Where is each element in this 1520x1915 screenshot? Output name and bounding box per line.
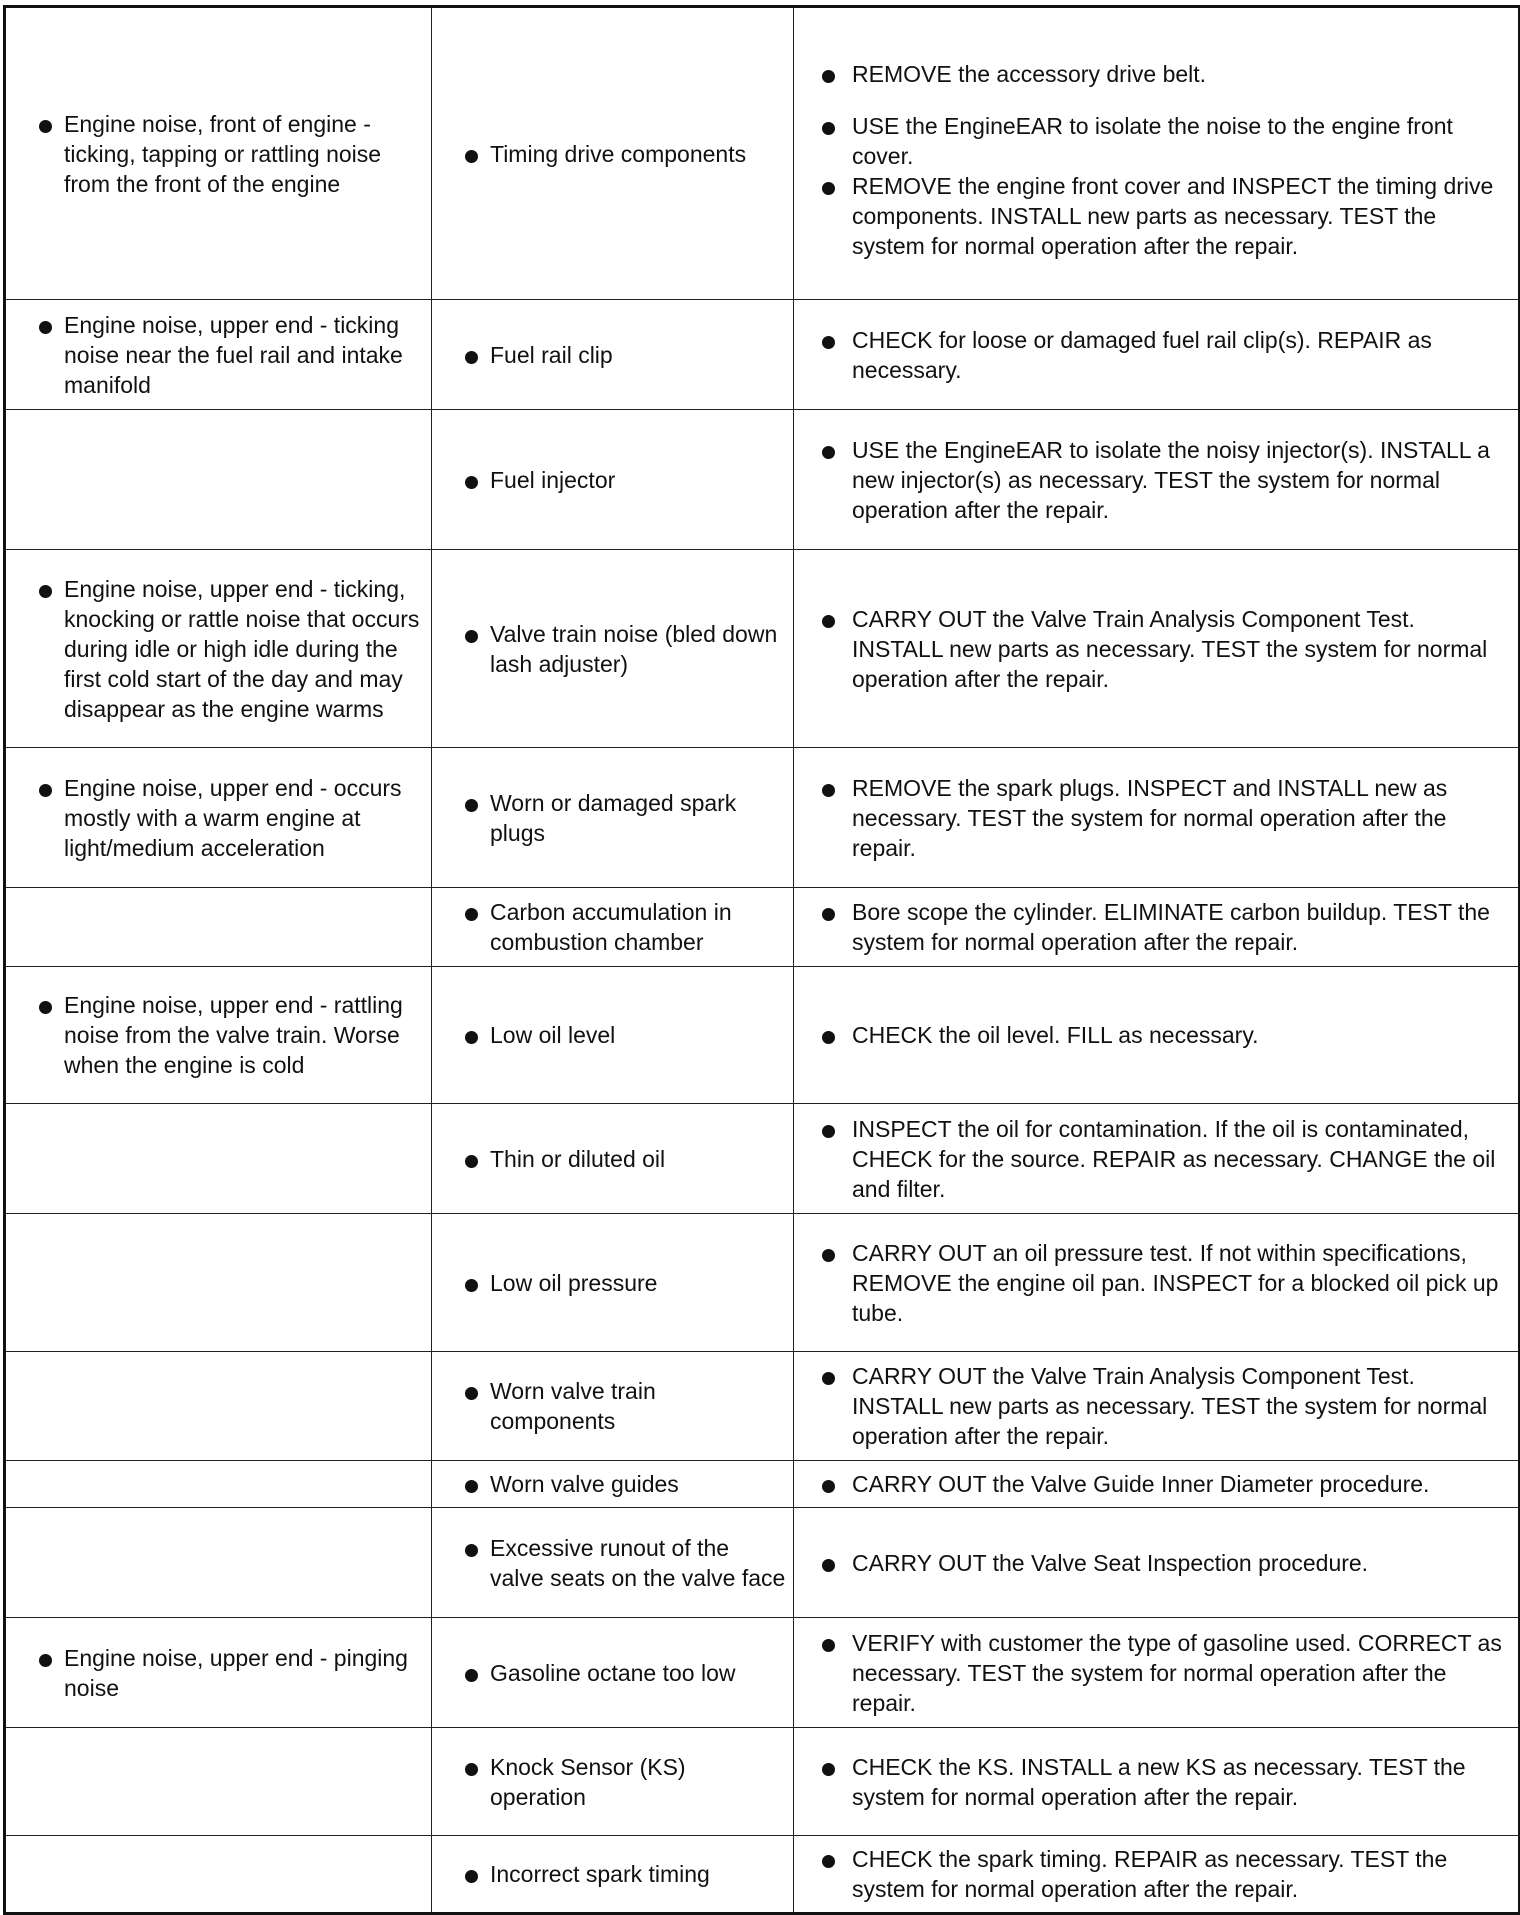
action-cell xyxy=(794,7,1520,300)
condition-cell xyxy=(5,1728,432,1836)
source-cell xyxy=(432,967,794,1104)
source-text: Timing drive components xyxy=(432,139,787,169)
source-text: Worn valve train components xyxy=(432,1376,787,1436)
table-row xyxy=(5,410,1520,550)
condition-text: Engine noise, upper end - ticking, knocking or rattle noise that occurs during idle or high idle during the first cold start of the day and may disappear as the engine warms xyxy=(6,574,425,724)
action-text: CHECK the KS. INSTALL a new KS as necessary. TEST the system for normal operation after the repair. xyxy=(794,1752,1512,1812)
action-cell xyxy=(794,1352,1520,1461)
action-text: VERIFY with customer the type of gasoline used. CORRECT as necessary. TEST the system for normal operation after the repair. xyxy=(794,1628,1512,1718)
action-cell xyxy=(794,1728,1520,1836)
source-text: Excessive runout of the valve seats on the valve face xyxy=(432,1533,787,1593)
action-text: CARRY OUT the Valve Train Analysis Component Test. INSTALL new parts as necessary. TEST the system for normal operation after the repair. xyxy=(794,604,1512,694)
table-row xyxy=(5,550,1520,748)
source-cell xyxy=(432,1352,794,1461)
source-text: Worn valve guides xyxy=(432,1469,787,1499)
source-text: Thin or diluted oil xyxy=(432,1144,787,1174)
condition-cell xyxy=(5,888,432,967)
action-cell xyxy=(794,1214,1520,1352)
source-cell xyxy=(432,1618,794,1728)
condition-cell xyxy=(5,410,432,550)
source-cell xyxy=(432,550,794,748)
action-text: CHECK the oil level. FILL as necessary. xyxy=(794,1020,1512,1050)
source-cell xyxy=(432,7,794,300)
action-text: CARRY OUT the Valve Seat Inspection procedure. xyxy=(794,1548,1512,1578)
action-cell xyxy=(794,967,1520,1104)
condition-text: Engine noise, front of engine - ticking, tapping or rattling noise from the front of the engine xyxy=(6,109,425,199)
condition-text: Engine noise, upper end - occurs mostly with a warm engine at light/medium acceleration xyxy=(6,773,425,863)
table-row xyxy=(5,967,1520,1104)
source-cell xyxy=(432,1461,794,1508)
source-cell xyxy=(432,1214,794,1352)
table-row xyxy=(5,1728,1520,1836)
table-row xyxy=(5,748,1520,888)
action-text: INSPECT the oil for contamination. If the oil is contaminated, CHECK for the source. REPAIR as necessary. CHANGE the oil and filter. xyxy=(794,1114,1512,1204)
action-text: REMOVE the engine front cover and INSPECT the timing drive components. INSTALL new parts as necessary. TEST the system for normal operation after the repair. xyxy=(794,171,1512,261)
symptom-diagnosis-table xyxy=(3,5,1520,1915)
action-cell xyxy=(794,410,1520,550)
action-text: USE the EngineEAR to isolate the noisy injector(s). INSTALL a new injector(s) as necessary. TEST the system for normal operation after the repair. xyxy=(794,435,1512,525)
table-row xyxy=(5,1461,1520,1508)
action-text: Bore scope the cylinder. ELIMINATE carbon buildup. TEST the system for normal operation after the repair. xyxy=(794,897,1512,957)
condition-text: Engine noise, upper end - pinging noise xyxy=(6,1643,425,1703)
source-text: Low oil level xyxy=(432,1020,787,1050)
condition-text: Engine noise, upper end - rattling noise from the valve train. Worse when the engine is cold xyxy=(6,990,425,1080)
source-text: Fuel rail clip xyxy=(432,340,787,370)
table-row xyxy=(5,1352,1520,1461)
source-text: Knock Sensor (KS) operation xyxy=(432,1752,787,1812)
condition-cell xyxy=(5,967,432,1104)
table-row xyxy=(5,1214,1520,1352)
action-text: USE the EngineEAR to isolate the noise to the engine front cover. xyxy=(794,111,1512,171)
action-text: CARRY OUT an oil pressure test. If not within specifications, REMOVE the engine oil pan. INSPECT for a blocked oil pick up tube. xyxy=(794,1238,1512,1328)
action-cell xyxy=(794,1461,1520,1508)
condition-cell xyxy=(5,1214,432,1352)
source-text: Incorrect spark timing xyxy=(432,1859,787,1889)
action-cell xyxy=(794,1508,1520,1618)
table-row xyxy=(5,1104,1520,1214)
action-cell xyxy=(794,748,1520,888)
condition-cell xyxy=(5,300,432,410)
action-cell xyxy=(794,1618,1520,1728)
source-text: Low oil pressure xyxy=(432,1268,787,1298)
source-cell xyxy=(432,1728,794,1836)
condition-cell xyxy=(5,550,432,748)
source-cell xyxy=(432,300,794,410)
condition-cell xyxy=(5,1508,432,1618)
action-cell xyxy=(794,1104,1520,1214)
source-cell xyxy=(432,888,794,967)
action-text: REMOVE the accessory drive belt. xyxy=(794,59,1512,89)
action-cell xyxy=(794,1836,1520,1914)
table-row xyxy=(5,888,1520,967)
table-row xyxy=(5,1618,1520,1728)
source-cell xyxy=(432,748,794,888)
source-cell xyxy=(432,410,794,550)
source-cell xyxy=(432,1508,794,1618)
action-text: REMOVE the spark plugs. INSPECT and INSTALL new as necessary. TEST the system for normal operation after the repair. xyxy=(794,773,1512,863)
table-row xyxy=(5,300,1520,410)
action-text: CARRY OUT the Valve Guide Inner Diameter procedure. xyxy=(794,1469,1512,1499)
action-cell xyxy=(794,888,1520,967)
table-row xyxy=(5,1508,1520,1618)
table-row xyxy=(5,1836,1520,1914)
condition-text: Engine noise, upper end - ticking noise near the fuel rail and intake manifold xyxy=(6,310,425,400)
source-text: Valve train noise (bled down lash adjuster) xyxy=(432,619,787,679)
condition-cell xyxy=(5,1618,432,1728)
table-row xyxy=(5,7,1520,300)
source-cell xyxy=(432,1836,794,1914)
action-text: CHECK the spark timing. REPAIR as necessary. TEST the system for normal operation after the repair. xyxy=(794,1844,1512,1904)
condition-cell xyxy=(5,748,432,888)
condition-cell xyxy=(5,7,432,300)
action-text: CHECK for loose or damaged fuel rail clip(s). REPAIR as necessary. xyxy=(794,325,1512,385)
source-text: Carbon accumulation in combustion chamber xyxy=(432,897,787,957)
source-text: Worn or damaged spark plugs xyxy=(432,788,787,848)
action-cell xyxy=(794,300,1520,410)
condition-cell xyxy=(5,1104,432,1214)
condition-cell xyxy=(5,1461,432,1508)
diagnosis-table-container xyxy=(3,5,1514,1904)
source-text: Gasoline octane too low xyxy=(432,1658,787,1688)
source-text: Fuel injector xyxy=(432,465,787,495)
source-cell xyxy=(432,1104,794,1214)
condition-cell xyxy=(5,1352,432,1461)
condition-cell xyxy=(5,1836,432,1914)
action-cell xyxy=(794,550,1520,748)
action-text: CARRY OUT the Valve Train Analysis Component Test. INSTALL new parts as necessary. TEST the system for normal operation after the repair. xyxy=(794,1361,1512,1451)
